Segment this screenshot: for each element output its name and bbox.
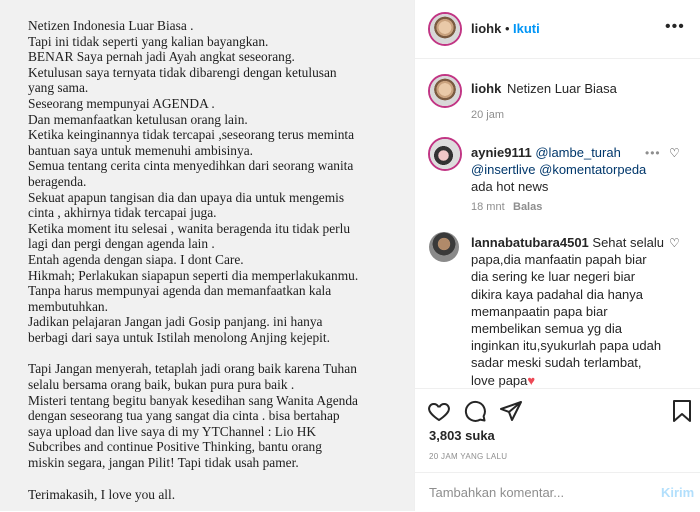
heart-icon[interactable] <box>427 399 451 428</box>
caption-time[interactable]: 20 jam <box>471 109 505 121</box>
doc-line: berbagi dari saya untuk Istilah menolong Anjing kejepit. <box>28 329 330 345</box>
post-image-text <box>28 18 374 502</box>
post-timestamp[interactable]: 20 JAM YANG LALU <box>429 452 508 461</box>
doc-line: Seseorang mempunyai AGENDA . <box>28 95 215 111</box>
doc-line: bantuan saya untuk memenuhi ambisinya. <box>28 142 253 158</box>
caption-avatar[interactable] <box>428 74 462 108</box>
caption-username[interactable]: liohk <box>471 81 502 96</box>
doc-line: Misteri tentang begitu banyak kesedihan sang Wanita Agenda <box>28 392 359 408</box>
doc-line: Semua tentang cerita cinta menyedihkan dari seorang wanita <box>28 158 354 174</box>
doc-blank-line <box>28 345 374 361</box>
doc-line: membutuhkan. <box>28 298 108 314</box>
comment-input[interactable] <box>429 485 629 500</box>
red-heart-icon: ♥ <box>527 372 536 388</box>
header-separator: • <box>505 21 510 36</box>
doc-line: Tapi ini tidak seperti yang kalian bayangkan. <box>28 33 269 49</box>
bookmark-icon[interactable] <box>671 399 693 428</box>
doc-line: Netizen Indonesia Luar Biasa . <box>28 18 194 33</box>
post-header <box>415 0 700 59</box>
doc-line: Tapi Jangan menyerah, tetaplah jadi orang baik karena Tuhan <box>28 361 357 377</box>
post-comment-button[interactable]: Kirim <box>661 485 695 500</box>
comment-bar <box>415 472 700 512</box>
caption-text: Netizen Luar Biasa <box>507 81 617 96</box>
comment-icon[interactable] <box>463 399 487 428</box>
comment-like-icon[interactable]: ♡ <box>669 146 680 160</box>
doc-line: yang sama. <box>28 80 89 96</box>
follow-button[interactable]: Ikuti <box>513 21 540 36</box>
doc-line: Terimakasih, I love you all. <box>28 486 176 502</box>
comment-item <box>471 234 667 389</box>
doc-line: Tanpa harus mempunyai agenda dan memanfaatkan kala <box>28 283 332 299</box>
doc-line: Subcribes and continue Positive Thinking, bantu orang <box>28 439 322 455</box>
doc-line: Ketulusan saya ternyata tidak dibarengi dengan ketulusan <box>28 64 337 80</box>
doc-line: Jadikan pelajaran Jangan jadi Gosip panjang. ini hanya <box>28 314 323 330</box>
comment-avatar[interactable] <box>429 232 459 262</box>
doc-line: cinta , akhirnya tidak tercapai juga. <box>28 205 217 221</box>
doc-line: saya upload dan live saya di my YTChannel : Lio HK <box>28 423 317 439</box>
doc-line: miskin segara, jangan Pilit! Tapi tidak usah pamer. <box>28 455 299 471</box>
reply-button[interactable]: Balas <box>513 201 543 213</box>
doc-line: selalu bersama orang baik, bukan pura pura baik . <box>28 377 295 393</box>
comment-text: ada hot news <box>471 179 549 194</box>
comment-mention[interactable]: @lambe_turah <box>535 145 621 160</box>
doc-blank-line <box>28 471 374 487</box>
author-avatar[interactable] <box>428 12 462 46</box>
comment-time[interactable]: 18 mnt <box>471 201 505 213</box>
doc-line: Ketika moment itu selesai , wanita beragenda itu tidak perlu <box>28 220 351 236</box>
comment-avatar[interactable] <box>428 137 462 171</box>
doc-line: Ketika keinginannya tidak tercapai ,seseorang terus meminta <box>28 127 355 143</box>
comment-username[interactable]: aynie9111 <box>471 145 532 160</box>
comment-more-icon[interactable]: ••• <box>645 146 661 160</box>
doc-line: Sekuat apapun tangisan dia dan upaya dia untuk mengemis <box>28 189 345 205</box>
comment-mention[interactable]: @komentatorpeda <box>539 162 647 177</box>
share-icon[interactable] <box>499 399 523 428</box>
doc-line: beragenda. <box>28 173 87 189</box>
doc-line: Hikmah; Perlakukan siapapun seperti dia memperlakukanmu. <box>28 267 359 283</box>
comment-username[interactable]: lannabatubara4501 <box>471 235 589 250</box>
doc-line: Entah agenda dengan siapa. I dont Care. <box>28 251 244 267</box>
comment-mention[interactable]: @insertlive <box>471 162 536 177</box>
doc-line: lagi dan pergi dengan agenda lain . <box>28 236 215 252</box>
doc-line: dengan seseorang tua yang sangat dia cinta . bisa bertahap <box>28 408 340 424</box>
post-details-panel <box>414 0 700 511</box>
author-username[interactable]: liohk <box>471 21 502 36</box>
doc-line: Dan memanfaatkan ketulusan orang lain. <box>28 111 248 127</box>
more-horizontal-icon[interactable]: ••• <box>665 18 685 35</box>
like-count[interactable]: 3,803 suka <box>429 428 495 443</box>
comment-text: Sehat selalu papa,dia manfaatin papah biar dia sering ke luar negeri biar dikira kaya padahal dia hanya memanpaatin papa biar membelikan semua yg dia inginkan itu,syukurlah papa udah sadar meski sudah terlambat, love papa <box>471 235 664 388</box>
comment-like-icon[interactable]: ♡ <box>669 236 680 250</box>
comment-item <box>471 144 661 195</box>
doc-line: BENAR Saya pernah jadi Ayah angkat seseorang. <box>28 49 295 65</box>
